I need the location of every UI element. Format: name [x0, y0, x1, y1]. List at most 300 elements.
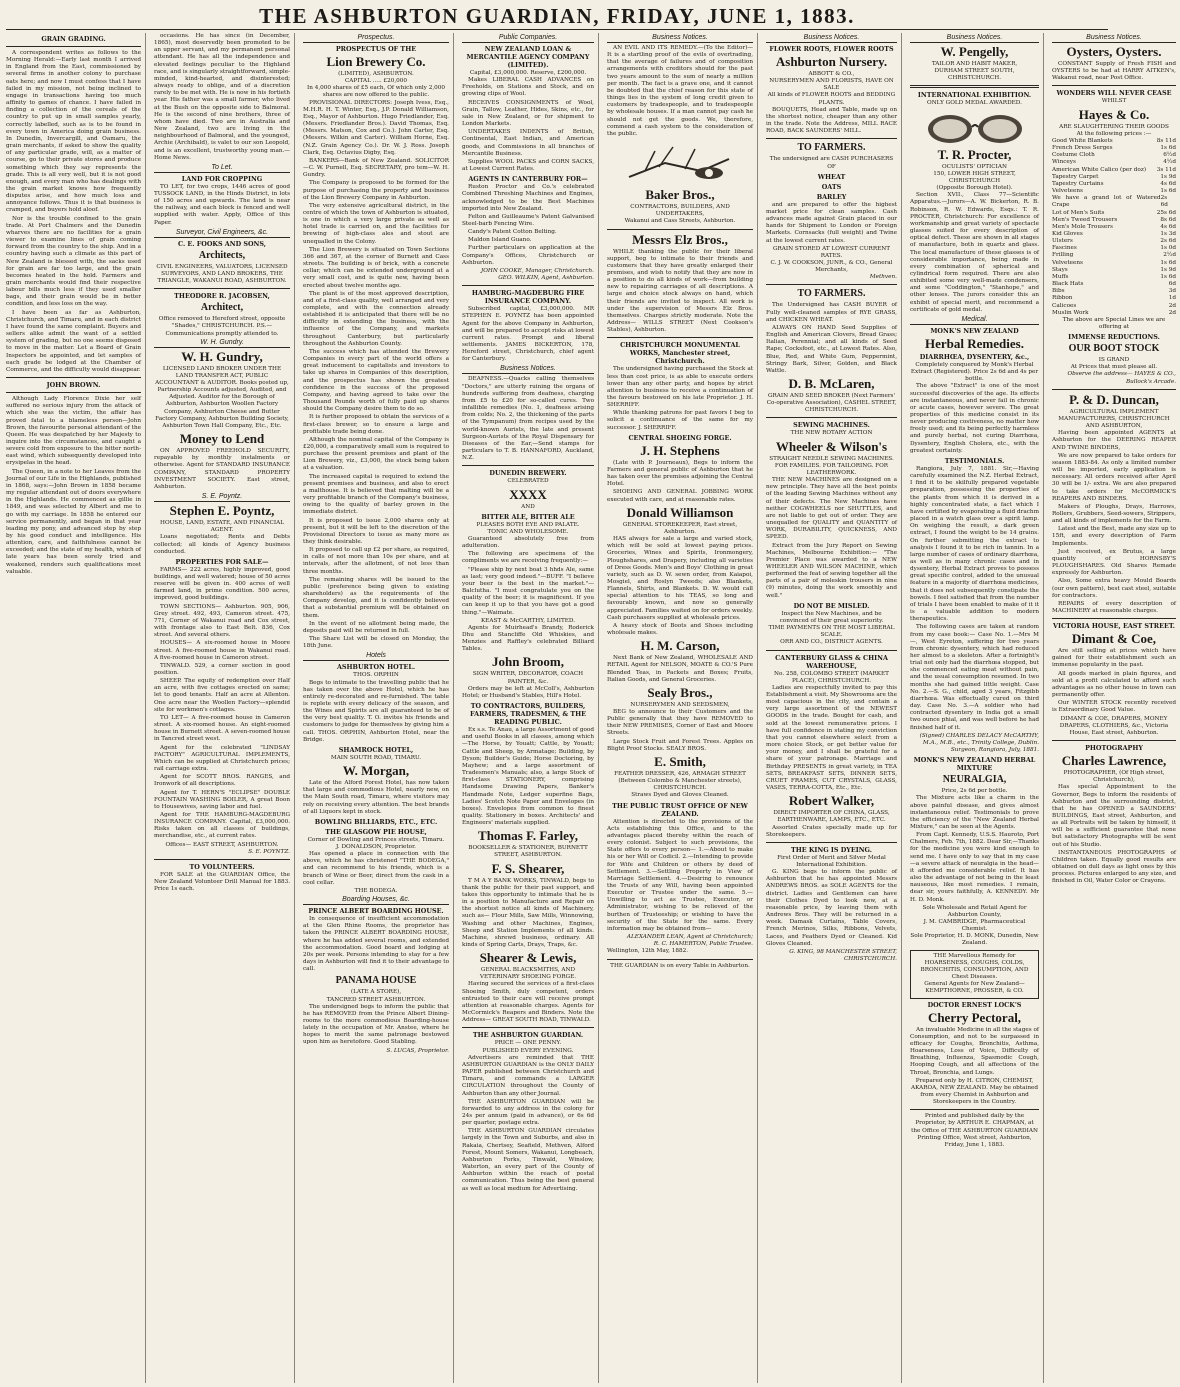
ad-title: Dimant & Coe,: [1071, 631, 1157, 647]
ad-heading: THE GLASGOW PIE HOUSE,: [325, 827, 427, 836]
ad-text: CONTRACTORS, BUILDERS, AND UNDERTAKERS,: [630, 204, 730, 218]
ad-text: FOR SALE at the GUARDIAN Office, the New Zealand Volunteer Drill Manual for 1883. Price 1s each.: [154, 871, 290, 893]
price-row: [1052, 260, 1176, 267]
ad-title: Oysters, Oysters.: [1066, 44, 1162, 59]
ad-heading: VICTORIA HOUSE, EAST STREET.: [1053, 622, 1175, 631]
ad-text: ALWAYS ON HAND Seed Supplies of English and American Clovers, Bread Grass; Italian, Perennial; and all kinds of Seed Rape; Cocksfoot, etc., at Lowest Rates. Also, Blue, Red, and White Gum, Peppermint, Stringy Bark, Silver, Golden, and Black Wattle.: [766, 324, 897, 374]
section-header-business-notices: Business Notices.: [607, 33, 753, 43]
ad-text: TAILOR AND HABIT MAKER,: [931, 61, 1018, 67]
ad-text: First Order of Merit and Silver Medal International Exhibition.: [777, 854, 886, 868]
ad-title: W. Morgan,: [342, 763, 410, 779]
ad-text: Having been appointed AGENTS at Ashburton for the DEERING REAPER AND TWINE BINDERS,: [1052, 430, 1176, 451]
ad-text: INSTANTANEOUS PHOTOGRAPHS of Children taken. Equally good results are obtained on dull days as light ones by this process. Pictures enlarged to any size, and finished in Oil, Water Color or Crayons.: [1052, 849, 1176, 885]
ad-text: Prepared only by H. CITRON, CHEMIST, AKAROA, NEW ZEALAND. May be obtained from every Chemist in Ashburton and Storekeepers in the Country.: [910, 1077, 1038, 1106]
ad-text: DIRECT IMPORTER OF CHINA, GLASS, EARTHENWARE, LAMPS, ETC., ETC.: [773, 810, 890, 824]
ad-text: THE ASHBURTON GUARDIAN will be forwarded to any address in the colony for 24s per annum (paid in advance), or 6s 6d per quarter, postage extra.: [462, 1098, 594, 1127]
ad-text: We are now prepared to take orders for season 1883-84. As only a limited number will be imported, early application is necessary. All orders received after April 30 will be 1/- extra. We are also prepared to take orders for McCORMICK'S REAPERS AND BINDERS.: [1052, 452, 1176, 502]
ad-text: Also, Some extra heavy Mould Boards (our own pattern), best cast steel, suitable for contractors.: [1052, 578, 1176, 599]
price-item: Muffs: [1052, 273, 1069, 280]
ad-text: Just received, ex Brutus, a large quantity of HORNSBY'S PLOUGHSHARES. Old Shares Remade expressly for Ashburton.: [1052, 548, 1176, 577]
ad-text: Has opened a place in connection with the above, which he has christened "THE BODEGA," and can recommend to his friends, which is a branch of Wine or Beer, direct from the cask in a cool cellar.: [303, 851, 449, 886]
column-2: [154, 33, 295, 1383]
price-value: 25s 6d: [1156, 209, 1176, 216]
ad-text: The above are Special Lines we are offering at: [1062, 316, 1166, 330]
ad-text: At Prices that must please all.: [1070, 364, 1158, 371]
ad-text: From Capt. Kennedy, U.S.S. Hauroto, Port Chalmers, Feb. 7th, 1882. Dear Sir,—Thanks for the medicine you were kind enough to send me. I have only to say that in my case—a severe attack of neuralgia in the head—it afforded me considerable relief. It has also the advantage of not being in the least nauseous, like most remedies. I remain, dear sir, yours faithfully, A. KENNEDY. Mr H. D. Monk.: [910, 832, 1039, 903]
ad-title: Sealy Bros.,: [647, 684, 713, 700]
ad-heading: MONK'S NEW ZEALAND: [930, 326, 1019, 335]
price-item: Tapestry Curtains: [1052, 180, 1104, 187]
price-value: 8s 11d: [1156, 137, 1176, 144]
section-header-prospectus: Prospectus.: [303, 33, 449, 43]
ad-text: REPAIRS of every description of MACHINERY at reasonable charges.: [1052, 600, 1176, 614]
ad-text: THE Marvellous Remedy for HOARSENESS, COUGHS, COLDS, BRONCHITIS, CONSUMPTION, AND Chest Diseases.: [920, 952, 1029, 981]
ad-text: The Share List will be closed on Monday, the 18th June.: [303, 636, 449, 650]
ad-text: Begs to intimate to the travelling public that he has taken over the above Hotel, which he has entirely re-decorated and re-furnished. The table is replete with every delicacy of the season, and the Wines and Spirits are all guaranteed to be of the very best quality. T. O. invites his friends and customers to judge for themselves by giving him a call. THOS. ORPHIN, Ashburton Hotel, near the Bridge.: [303, 679, 449, 743]
ad-text: Further particulars on application at the Company's Offices, Christchurch or Ashburton.: [462, 245, 594, 266]
price-item: Fascines: [1052, 245, 1077, 252]
ad-text: TIME PAYMENTS ON THE MOST LIBERAL SCALE.: [768, 625, 895, 639]
ad-text: Orders may be left at McColl's, Ashburton Hotel; or Husband's Stables, Hill's Hotel.: [462, 685, 594, 699]
section-header-boarding: Boarding Houses, &c.: [303, 895, 449, 905]
column-4: [462, 33, 599, 1383]
ad-title: W. Pengelly,: [940, 44, 1009, 59]
price-item: Lot of Men's Suits: [1052, 209, 1105, 216]
ad-heading: WHEAT: [817, 172, 846, 181]
ad-title: E. Smith,: [654, 753, 706, 769]
ad-heading: SHAMROCK HOTEL,: [338, 745, 414, 754]
ad-text: Felton and Guilleaume's Patent Galvanised Steel-barb Fencing Wire.: [462, 213, 594, 227]
ad-text: The very extensive agricultural district, in the centre of which the town of Ashburton is situated, is one in which a very large private as well as hotel trade is carried on, and the facilities for brewing of high-class ales and stout are unequalled in the Colony.: [303, 202, 449, 245]
ad-title: Wheeler & Wilson's: [775, 438, 888, 454]
ad-text: All kinds of FLOWER ROOTS and BEDDING PLANTS.: [767, 92, 896, 106]
ad-text: ON APPROVED FREEHOLD SECURITY, repayable by monthly instalments or otherwise. Agent for STANDARD INSURANCE COMPANY, STANDARD PROPERTY INVESTMENT SOCIETY. East street, Ashburton.: [154, 448, 290, 490]
ad-text: It proposed to call up £2 per share, as required, in calls of not more than 10s per share, and at intervals, after the allotment, of not less than three months.: [303, 547, 449, 575]
ad-title: Hayes & Co.: [1078, 106, 1150, 122]
ad-text: Our WINTER STOCK recently received is Extraordinary Good Value.: [1052, 700, 1176, 714]
ad-text: NURSERYMEN AND SEEDSMEN,: [630, 701, 730, 708]
ad-text: NURSERYMEN AND FLORISTS, HAVE ON SALE: [769, 78, 894, 92]
ad-title: D. B. McLaren,: [788, 376, 875, 391]
ad-text: CAPITAL ..... £20,000: [344, 78, 408, 85]
ad-text: FOR FAMILIES. FOR TAILORING. FOR LEATHERWORK.: [774, 462, 889, 476]
price-value: 4½d: [1163, 159, 1176, 166]
column-5: [607, 33, 758, 1383]
ad-text: CONSTANT Supply of Fresh FISH and OYSTERS to be had at HARRY AITKEN's, Wakanui road, near Post Office.: [1052, 61, 1176, 82]
price-row: [1052, 238, 1176, 245]
ad-heading: TESTIMONIALS.: [944, 456, 1005, 465]
price-row: [1052, 174, 1176, 181]
price-value: 4s 6d: [1160, 180, 1176, 187]
ad-heading: CHRISTCHURCH MONUMENTAL WORKS, Manchester street, Christchurch.: [620, 341, 740, 366]
ad-text: SHEEP. The equity of redemption over Half an acre, with five cottages erected on same; let to good tenants. Half an acre at Allenton. One acre near the Woollen Factory—splendid site for workmen's cottages.: [154, 678, 290, 713]
ad-title: Messrs Elz Bros.,: [632, 231, 728, 247]
page-columns: [6, 33, 1176, 1383]
ad-heading: THEODORE R. JACOBSEN,: [174, 292, 270, 301]
price-value: 1s 6d: [1160, 259, 1176, 266]
price-item: Tapestry Carpet: [1052, 173, 1099, 180]
ad-text: TONIC AND WHOLESOME.: [487, 528, 569, 535]
section-header-medical: Medical.: [910, 315, 1039, 325]
ad-heading: BITTER ALE, BITTER ALE: [481, 512, 575, 521]
ad-text: BANKERS—Bank of New Zealand. SOLICITOR—C. W. Purnell, Esq. SECRETARY, pro tem—W. H. Gundry.: [303, 157, 449, 179]
ad-heading: THE ASHBURTON GUARDIAN.: [472, 1031, 584, 1040]
ad-heading: CANTERBURY GLASS & CHINA WAREHOUSE,: [775, 653, 888, 670]
ad-signature: R. C. HAMERTON, Public Trustee.: [653, 941, 753, 948]
ad-signature: (Signed) CHARLES DELACY McCARTHY, M.A., M.B., etc., Trinity College, Dublin. Surgeon, Rangiora, July, 1881.: [919, 732, 1039, 754]
ad-text: DEAFNESS.—Quacks calling themselves "Doctors," are utterly ruining the organs of hundreds suffering from deafness, charging from £5 to £20 for so-called cures. Two infallible remedies (No. 1, deafness arising from colds; No. 2, the thickening of the parts of the Tympanum) from recipes used by the world-known Aurists, the late and present Surgeon-Aurists of the Royal Dispensary for Diseases of the Ear,—Send stamps for particulars to T. B. HANNAFORD, Auckland, N.Z.: [462, 376, 594, 462]
ad-title: TO FARMERS.: [797, 288, 866, 300]
ad-text: AN EVIL AND ITS REMEDY.—(To the Editor)—It is a startling proof of the evils of overtrading, that the average of failures and of composition arrangements with creditors should for the past two years amount to the sum of nearly a million per month. The fact is a grave one, and it cannot be doubted that the chief reason for this state of things lies in the system of long credit given to customers by tradespeople, and to tradespeople by wholesale houses. If a man cannot pay cash he should not get the goods. We, therefore, commend a cash system to the consideration of the public.: [607, 45, 753, 137]
ad-text: Has special Appointment to the Governor, Begs to inform the residents of Ashburton and the surrounding district, that he has OPENED a SAUNDERS' BUILDINGS, East street, Ashburton, and as all Portraits will be taken by himself, it will be a sufficient guarantee that none but satisfactory Photographs will be sent out of his Studio.: [1052, 784, 1176, 848]
ad-text: BOOKSELLER & STATIONER, BURNETT STREET, ASHBURTON.: [468, 845, 588, 859]
ad-heading: INTERNATIONAL EXHIBITION.: [917, 91, 1032, 100]
ad-text: Having secured the services of a first-class Shoeing Smith, duly competent, orders entrusted to their care will receive prompt attention at reasonable charges. Agents for McCormick's Reapers and Binders. Note the Address— GREAT SOUTH ROAD, TINWALD.: [462, 981, 594, 1024]
ad-text: Candy's Patent Cotton Belting.: [468, 229, 557, 236]
ad-text: An invaluable Medicine in all the stages of Consumption, and not to be surpassed in efficacy for Coughs, Bronchitis, Asthma, Hoarseness, Loss of Voice, Difficulty of Breathing, Influenza, Spasmodic Cough, Hooping Cough, and all affections of the Throat, Bronchia, and Lungs.: [910, 1026, 1039, 1076]
ad-title: NEURALGIA,: [942, 774, 1007, 786]
price-item: Good White Blankets: [1052, 137, 1113, 144]
ad-text: While thanking patrons for past favors I beg to solicit a continuance of the same for my successor. J. SHERRIFF.: [607, 410, 753, 431]
ad-text: AND: [521, 503, 535, 510]
ad-text: Subscribed capital, £3,000,000. MR STEPHEN E. POYNTZ has been appointed Agent for the above Company in Ashburton, and will be prepared to accept risks at lowest current rates. Prompt and liberal settlements. JAMES BICKERTON, 178, Hereford street, Christchurch, chief agent for Canterbury.: [462, 306, 594, 363]
ad-text: BEG to announce to their Customers and the Public generally that they have REMOVED to their NEW PREMISES, Corner of East and Moore Streets.: [607, 709, 753, 737]
ad-text: Although the nominal capital of the Company is £20,000, a comparatively small sum is required to purchase the present premises and plant of the Lion Brewery, viz., £3,000, the stock being taken at a valuation.: [303, 436, 449, 472]
ad-text: CIVIL ENGINEERS, VALUATORS, LICENSED SURVEYORS, AND LAND BROKERS, THE TRIANGLE, WAKANUI ROAD, ASHBURTON.: [156, 263, 288, 285]
ad-text: It is proposed to issue 2,000 shares only at present, but it will be left to the discretion of the Provisional Directors to issue as many more as they think desirable.: [303, 517, 449, 545]
ad-text: Supplies WOOL PACKS and CORN SACKS, at Lowest Current Rates.: [462, 158, 594, 173]
article-paragraph: A correspondent writes as follows to the Morning Herald:—Early last month I arrived in England from the East, commissioned by several firms in another colony to purchase oats here; and now I must confess that I have failed in my mission, not being inclined to engage in transactions having too much affinity to games of chance. I have failed in finding a collection of the cereals of the country to put up in small samples yearly, correctly labelled, such as is to be found in every town in America doing grain business. In Dunedin, Invercargill, and Oamaru, the grain merchants, if asked to show the quality of any particular grade, will, as a matter of course, go to their private stores and produce something which they say represents the grade. This is all very well, but it is not good enough, and every man who has dealings with the grain market knows how frequently disputes arise, and how much loss and annoyance follows. Thus it is that business is cramped, and buyers hold aloof.: [6, 50, 141, 214]
ad-text: Corner of Dowling and Princes streets, Timaru.: [307, 836, 445, 843]
ad-title: P. & D. Duncan,: [1069, 391, 1159, 407]
ad-text: Office removed to Hereford street, opposite "Shades," CHRISTCHURCH. P.S.—Communications promptly attended to.: [158, 316, 286, 337]
ad-text: Sole Wholesale and Retail Agent for Ashburton County,: [922, 904, 1027, 918]
ad-text: The following are specimens of the compliments we are receiving frequently:—: [462, 551, 594, 565]
ad-text: C. J. W. COOKSON, JUNR., & CO., General Merchants,: [770, 259, 893, 274]
column-6: [766, 33, 902, 1383]
ad-text: No. 258, COLOMBO STREET (MARKET PLACE), CHRISTCHURCH.: [774, 670, 889, 684]
section-header-hotels: Hotels: [303, 651, 449, 661]
price-item: Ribbon: [1052, 295, 1073, 302]
column-8: [1052, 33, 1180, 1383]
ad-text: SIGN WRITER, DECORATOR, COACH PAINTER, &c.: [472, 671, 584, 685]
ad-heading: OATS: [821, 182, 842, 191]
ad-text: TANCRED STREET ASHBURTON.: [326, 996, 426, 1003]
ad-text: The Company is proposed to be formed for the purpose of purchasing the property and business of the Lion Brewery Company in Ashburton.: [303, 180, 449, 201]
ad-heading: TO CONTRACTORS, BUILDERS, FARMERS, TRADESMEN, & THE READING PUBLIC.: [469, 702, 587, 727]
ad-text: MAIN SOUTH ROAD, TIMARU.: [330, 754, 422, 761]
price-value: 4s 6d: [1160, 223, 1176, 230]
price-value: 6d: [1168, 281, 1176, 288]
ad-signature: ALEXANDER LEAN, Agent at Christchurch;: [626, 934, 753, 941]
ad-text: GENERAL STOREKEEPER, East street, Ashburton.: [622, 521, 738, 535]
ad-text: Agent for the celebrated "LINDSAY FACTORY" AGRICULTURAL IMPLEMENTS, Which can be supplied at Christchurch prices; rail carriage extra.: [154, 744, 290, 773]
price-row: [1052, 159, 1176, 166]
article-paragraph: The Queen, in a note to her Leaves from the Journal of our Life in the Highlands, published in 1868, says:—John Brown in 1858 became my regular attendant out of doors everywhere in the Highlands. He commenced as gillie in 1849, and was selected by Albert and me to go with my carriage. In 1858 he entered our service permanently, and began in that year leading my pony, and advanced step by step by his good conduct and intelligence. His attention, care, and faithfulness cannot be exceeded; and the state of my health, which of late years has been sorely tried and weakened, renders such qualifications most valuable.: [6, 468, 141, 575]
ad-text: GRAIN AND SEED BROKER (Next Farmers' Co-operative Association), CASHEL STREET, CHRISTCHURCH.: [766, 393, 897, 414]
ad-text: AGRICULTURAL IMPLEMENT MANUFACTURERS, CHRISTCHURCH AND ASHBURTON,: [1058, 408, 1170, 430]
ad-heading: SEWING MACHINES.: [793, 421, 870, 430]
ad-title: H. M. Carson,: [640, 638, 720, 654]
ad-title: Architect,: [200, 302, 244, 314]
ad-text: Ex s.s. Te Anau, a large Assortment of good and useful Books in all classes, among which—The Horse, by Youatt; Cattle, by Youatt; Cattle and Sheep, by Armatage; Building, by Dyson; Builder's Guide; Horse Doctoring, by Mayhew; and a large assortment of Tradesmen's Manuals; also, a large Stock of first-class STATIONERY, comprising Handsome Drawing Papers, Banker's Handmade Note, Ledger superfine Bags, Ladies' Scotch Note Paper and Envelopes (in boxes). Envelopes from common to finest quality. Stationery in boxes. Architects' and Engineers' materials supplied.: [462, 727, 594, 827]
price-row: [1052, 274, 1176, 281]
ad-text: RECEIVES CONSIGNMENTS of Wool, Grain, Tallow, Leather, Hides, Skins, etc., for sale in New Zealand, or for shipment to London Markets.: [462, 99, 594, 128]
ad-text: The success which has attended the Brewery Companies in every part of the world offers a great inducement to capitalists and investors to take up shares in Companies of this description, and the prospectus has shown the greatest confidence in the success of the proposed Company, and having agreed to take over the Thousand Pounds worth of fully paid up shares should the Company desire them to do so.: [303, 348, 449, 413]
ad-text: CELEBRATED: [507, 478, 549, 485]
price-row: [1052, 288, 1176, 295]
ad-text: (LIMITED), ASHBURTON.: [338, 71, 414, 77]
article-paragraph: Nor is the trouble confined to the grain trade. At Port Chalmers and the Dunedin wharves there are no facilities for a grain viewer to examine lines of grain coming forward from the country to the ship. And in a country having such a climate as this part of New Zealand is blessed with, the sacks used for grain are far too large, and the grain becomes heated in the hold. Farmers and grain merchants would find their respective labour bills much less if they used smaller bags, and their grain would be in better condition, and less loss on the way.: [6, 215, 141, 308]
ad-title: XXXX: [509, 486, 547, 502]
ad-text: PROVISIONAL DIRECTORS: Joseph Ivess, Esq., M.H.R. H. T. Winter, Esq., J.P. Donald Williamson, Esq., Mayor of Ashburton. Hugo Friedlander, Esq. (Messrs. Friedlander Bros.). David Thomas, Esq. (Messrs. Matson, Cox and Co.). John Carter, Esq. (Messrs. Wilkin and Carter). William Horne, Esq. (N.Z. Grain Agency Co.). Dr. W. J. Ross. Joseph Clark, Esq. Octavius Digby, Esq.: [303, 99, 449, 156]
price-value: 3d: [1168, 288, 1176, 295]
ad-text: Rangiora, July 7, 1881. Sir,—Having carefully examined the N.Z. Herbal Extract, I find it to be skilfully prepared vegetable preparation, possessing the properties of the plants from which it is derived in a highly concentrated state, a fact which I have certified by evaporating a fluid drachm placed in a watch glass over a spirit lamp. On weighing the result, a dark green extract, I found the weight to be 14 grains. On further submitting the extract to analysis I found it to be rich in tannin. In a large number of cases of ordinary diarrhœa, as well as in many chronic cases and in dysentery, Herbal Extract proves to possess great specific control, added to the unusual feature in a majority of diarrhœa medicines, that it does not subsequently constipate the bowels. I feel satisfied that from the number of trials I have been enabled to make of it it is a valuable addition to modern therapeutics.: [910, 465, 1039, 623]
price-row: [1052, 217, 1176, 224]
ad-text: PHOTOGRAPHER, (Of High street, Christchurch),: [1063, 770, 1165, 784]
ad-text: KEAST & McCARTHY, LIMITED.: [480, 617, 576, 624]
ad-heading: PROPERTIES FOR SALE—: [175, 557, 269, 566]
ad-title: PANAMA HOUSE: [335, 975, 417, 987]
ad-text: The Mixture acts like a charm in the above painful disease, and gives almost instantaneous relief. Testimonials to prove the efficiency of the "New Zealand Herbal Mixture," can be seen at the Agents.: [910, 795, 1039, 830]
ad-text: G. KING begs to inform the public of Ashburton that he has appointed Messrs ANDREWS BROS. as SOLE AGENTS for the district. Ladies and Gentlemen can have their Clothes Dyed to look new, at a reasonable price, by leaving them with Andrews Bros. They will be returned in a week. Damask Curtains, Table Covers, French Merinos, Silks, Ribbons, Velvets, Laces, and Feathers Dyed or Cleaned. Kid Gloves Cleaned.: [766, 869, 897, 947]
ad-text: IS GRAND: [1098, 357, 1130, 364]
ad-text: In 4,000 shares of £5 each, Of which only 2,000 shares are now offered to the public.: [307, 85, 445, 99]
price-item: Ulsters: [1052, 238, 1073, 245]
price-row: [1052, 145, 1176, 152]
ad-text: The above "Extract" is one of the most successful discoveries of the age. Its effects are instantaneous, and never fail in chronic or acute cases, however severe. The great properties of this medicine consist in its never producing costiveness, no matter how freely used; and its being perfectly harmless and purely herbal, not curing Diarrhœa, Dysentery, English Cholera, etc., with the greatest certainty.: [910, 383, 1039, 454]
ad-text: In the event of no allotment being made, the deposits paid will be returned in full.: [303, 620, 449, 634]
ad-text: GENERAL BLACKSMITHS, AND VETERINARY SHOEING FORGE.: [479, 967, 577, 981]
price-row: [1052, 195, 1176, 209]
ad-heading: ASHBURTON HOTEL.: [336, 663, 416, 672]
ad-text: (Late with P. Journeaux), Begs to inform the Farmers and general public of Ashburton that he has taken over the premises adjoining the Central Hotel.: [607, 459, 753, 488]
ad-heading: DOCTOR ERNEST LOCK'S: [927, 1000, 1022, 1009]
price-row: [1052, 245, 1176, 252]
price-row: [1052, 303, 1176, 310]
price-item: Calicoes: [1052, 302, 1077, 309]
section-header-business-notices: Business Notices.: [766, 33, 897, 43]
ad-text: TO LET, for two crops, 1446 acres of good TUSSOCK LAND, in the Hinds District, in lots of 150 acres and upwards. The land is near the railway, and each block is fenced and well supplied with water. Apply, Office of this Paper.: [154, 183, 290, 226]
ad-text: Offices— EAST STREET, ASHBURTON.: [165, 841, 279, 848]
ad-heading: DO NOT BE MISLED.: [793, 601, 870, 610]
section-header-business-notices: Business Notices.: [910, 33, 1039, 43]
ad-text: J. M. CAMBRIDGE, Pharmaceutical Chemist.: [923, 919, 1026, 933]
price-item: Costume Cloth: [1052, 152, 1095, 159]
ad-text: Extract from the Jury Report on Sewing Machines, Melbourne Exhibition:— "The Premier Place was awarded to a NEW WHEELER AND WILSON MACHINE, which performed the feat of sewing together all the parts of a pair of moleskin trousers in nine (9) minutes, doing the work smoothly and well.": [766, 542, 897, 599]
ad-text: Agent for T. HERN'S "ECLIPSE" DOUBLE FOUNTAIN WASHING BOILER, A great Boon to Housewives, saving labor and fuel.: [154, 789, 290, 810]
ad-text: and are prepared to offer the highest market price for clean samples. Cash advances made against Grain placed in our hands for Shipment to London or Foreign Markets. Cornsacks (full weight) and Twine at the lowest current rates.: [766, 201, 897, 244]
ad-heading: MONK'S NEW ZEALAND HERBAL MIXTURE: [913, 756, 1036, 773]
column-1: [6, 33, 146, 1383]
price-value: 1s 6d: [1160, 188, 1176, 195]
price-row: [1052, 295, 1176, 302]
ad-text: Section XVII., Class 77—Scientific Apparatus.—Jurors—A. W. Bickerton, R. B. Robinson, R. W. Edwards, Esqs.: T. R. PROCTER, Christchurch: For excellence of workmanship and great variety of spectacle glasses suited for every description of optical defect. These are shown in all stages of manufacture, both in quartz and glass. The local manufacture of these glasses is of considerable importance, being made in every combination of spherical and cylindrical form required. There are also exhibited some very well-made condensers, and some "Coddington," "Stanhope," and other lenses. The jurors consider this an exhibit of special merit, and recommend a certificate of gold medal.: [910, 192, 1039, 313]
price-value: 1s 0d: [1160, 245, 1176, 252]
price-row: [1052, 188, 1176, 195]
ad-heading: DUNEDIN BREWERY.: [489, 469, 567, 478]
price-value: 2d: [1168, 302, 1176, 309]
ad-text: ORR AND CO., DISTRICT AGENTS.: [780, 639, 883, 646]
ad-signature: S. LUCAS, Proprietor.: [386, 1047, 449, 1054]
ad-title: F. S. Shearer,: [491, 860, 565, 876]
ad-text: LICENSED LAND BROKER UNDER THE LAND TRANSFER ACT, PUBLIC ACCOUNTANT & AUDITOR. Books posted up, Partnership Accounts adjusted, Audited, and Adjusted. Auditor for the Borough of Ashburton, Ashburton Woollen Factory Company, Ashburton Cheese and Butter Factory Company, Ashburton Building Society, Ashburton Town Hall Company, Etc., Etc.: [155, 365, 289, 429]
ad-text: TINWALD. 529, a corner section in good position.: [154, 662, 290, 676]
price-value: 1s 9d: [1160, 266, 1176, 273]
ad-heading: C. E. FOOKS AND SONS,: [177, 239, 266, 248]
ad-text: BOUQUETS, Head and Table, made up on the shortest notice, cheaper than any other in the trade. Note the Address, MILL RACE ROAD, BACK SAUNDERS' MILL.: [766, 106, 897, 135]
ad-text: THE ASHBURTON GUARDIAN circulates largely in the Town and Suburbs, and also in Rakaia, Chertsey, Seafield, Methven, Alford Forest, Mount Somers, Wakanui, Longbeach, Ashburton Forks, Tinwald, Winslow, Waterton, an every part of the County of Ashburton within the reach of postal communication. Thus being the best general as well as local medium for Advertising.: [462, 1128, 594, 1192]
ad-heading: BOWLING BILLIARDS, ETC., ETC.: [314, 817, 438, 826]
ad-text: Price, 2s 6d per bottle.: [941, 788, 1008, 795]
ad-text: Inspect the New Machines, and be convinced of their great superiority.: [779, 610, 884, 624]
ad-text: "Please ship by next boat 3 hhds Ale, same as last; very good indeed."—BUFF. "I believe your beer is the best in the market."—Balclutha. "I must congratulate you on the quality of the beer; it is magnificent. If you can keep it up to that you have got a good thing."—Waimate.: [462, 566, 594, 616]
ad-title: Donald Williamson: [626, 504, 734, 520]
ad-text: (Opposite Borough Hotel).: [936, 185, 1013, 192]
price-item: Stays: [1052, 266, 1068, 273]
ad-text: ABBOTT & CO.,: [808, 71, 855, 77]
ad-text: Are still selling at prices which have gained for their establishment such an immense popularity in the past.: [1052, 648, 1176, 669]
ad-title: John Broom,: [492, 654, 564, 670]
ad-text: TOWN SECTIONS— Ashburton. 905, 906, Grey street. 492, 493, Cameron street. 475, 771, Corner of Wakanui road and Cox street, with frontage also to East Belt. 836, Cox street. And several others.: [154, 603, 290, 639]
ad-heading: NEW ZEALAND LOAN & MERCANTILE AGENCY COMPANY (LIMITED).: [466, 45, 590, 69]
ad-text: Makes LIBERAL CASH ADVANCES on Freeholds, on Stations and Stock, and on growing clips of Wool.: [462, 77, 594, 98]
price-item: Winceys: [1052, 159, 1076, 166]
ad-text: ARE SLAUGHTERING THEIR GOODS: [1059, 123, 1169, 130]
ad-text: In consequence of insufficient accommodation at the Glen Rhine Rooms, the proprietor has taken the PRINCE ALBERT BOARDING HOUSE, where he has added several rooms, and extended the accommodation. Good board and lodging at 20s per week. Persons intending to stay for a few days in Ashburton will find it to their advantage to call.: [303, 916, 449, 973]
spectacles-woodcut: [920, 111, 1030, 145]
price-value: 2s 6d: [1160, 238, 1176, 245]
ad-text: The Lion Brewery is situated on Town Sections 366 and 367, at the corner of Burnett and Cass streets. The building is of brick, with a concrete cellar, which can be extended underground at a very small cost, and is quite new, having been erected about twelve months ago.: [303, 246, 449, 289]
ad-text: Ruston Proctor and Co.'s celebrated Combined Threshing Machines and Engines, acknowledged to be the Best Machines imported into New Zealand.: [462, 184, 594, 212]
price-row: [1052, 310, 1176, 317]
ad-title: Architects,: [198, 249, 246, 261]
ad-text: Maldon Island Guano.: [468, 237, 532, 244]
ad-text: PRICE — ONE PENNY.: [494, 1040, 562, 1047]
ad-title: Robert Walker,: [788, 793, 875, 809]
ad-title: Herbal Remedies.: [925, 335, 1024, 351]
ad-title: OUR BOOT STOCK: [1068, 343, 1160, 355]
price-value: 6½d: [1163, 152, 1176, 159]
ad-signature: Observe the address— HAYES & CO., Bullock's Arcade.: [1067, 371, 1176, 385]
ad-text: Assorted Crates specially made up for Storekeepers.: [766, 824, 897, 838]
ad-text: All goods marked in plain figures, and sold at a profit calculated to afford such advantages as no other house in town can permanently offer.: [1052, 670, 1176, 699]
ad-text: UNDERTAKES INDENTS of British, Continental, East Indian, and American goods, and Commissions in all branches of Mercantile Business.: [462, 129, 594, 157]
section-header-poyntz: S. E. Poyntz.: [154, 492, 290, 502]
ad-text: FEATHER DRESSER, 426, ARMAGH STREET (Between Colombo & Manchester streets), CHRISTCHURCH.: [614, 770, 746, 792]
ad-text: Advertisers are reminded that THE ASHBURTON GUARDIAN is the ONLY DAILY PAPER published between Christchurch and Timaru, and commands a LARGER CIRCULATION throughout the County of Ashburton than any other Journal.: [462, 1054, 594, 1097]
ad-text: Agent for SCOTT BROS. RANGES, and Ironwork of all descriptions.: [154, 774, 290, 788]
price-value: 1s 6d: [1160, 145, 1176, 152]
price-row: [1052, 267, 1176, 274]
ad-text: THE GUARDIAN is on every Table in Ashburton.: [610, 962, 750, 969]
ad-heading: PROSPECTUS OF THE: [335, 45, 417, 53]
ad-text: The Undersigned has CASH BUYER of Fully well-cleaned samples of RYE GRASS, and CHICKEN WHEAT.: [766, 302, 897, 323]
ad-text: DIMANT & COE, DRAPERS, MONEY DRAPERS, CLOTHIERS, &c., Victoria House, East street, Ashburton.: [1059, 715, 1169, 736]
ad-text: HAS always for sale a large and varied stock, which will be sold at lowest paying prices. Groceries, Wines and Spirits, Ironmongery, Ploughshares, and Drapery, including all varieties of Dress Goods. Men's and Boys' Clothing in great variety, such as D. W. sewn order, from Kaiapoi, Mosgiel, and Roslyn Tweeds; also Blankets, Flannels, Shirts, and Blankets. D. W. would call special attention to his TEAS, so long and favourably known, and now so generally appreciated. Families waited on for orders weekly. Cash purchasers supplied at wholesale prices.: [607, 536, 753, 621]
ad-heading: WONDERS WILL NEVER CEASE: [1056, 89, 1172, 98]
ad-text: Agents for Muirhead's Brandy, Roderick Dhu and Stancliffe Old Whiskies, and Menzies and Raffley's celebrated Billiard Tables.: [462, 624, 594, 653]
remedy-box-ad: [910, 950, 1039, 999]
ad-title: W. H. Gundry,: [181, 348, 263, 364]
ad-title: Cherry Pectoral,: [927, 1009, 1022, 1025]
price-row: [1052, 224, 1176, 231]
ad-text: Latest and the Best, made any size up to 15ft, and every description of Farm Implements.: [1052, 526, 1176, 547]
price-value: 1s 6d: [1160, 273, 1176, 280]
section-header-surveyors: Surveyor, Civil Engineers, &c.: [154, 228, 290, 238]
price-row: [1052, 181, 1176, 188]
ad-text: Large Stock Fruit and Forest Trees. Apples on Blight Proof Stocks. SEALY BROS.: [607, 738, 753, 752]
ad-heading: THE PUBLIC TRUST OFFICE OF NEW ZEALAND.: [612, 801, 748, 818]
price-item: Black Hats: [1052, 281, 1084, 288]
ad-text: OCULISTS' OPTICIAN: [941, 163, 1007, 170]
price-item: Men's Mole Trousers: [1052, 223, 1113, 230]
price-item: French Dress Serges: [1052, 145, 1113, 152]
ad-text: Guaranteed absolutely free from adulteration.: [462, 535, 594, 550]
ad-title: Shearer & Lewis,: [479, 950, 577, 966]
ad-text: WHILST: [1101, 98, 1127, 105]
price-item: Velveteens: [1052, 259, 1083, 266]
printer-imprint: Printed and published daily by the Proprietor, by ARTHUR E. CHAPMAN, at the Office of THE ASHBURTON GUARDIAN Printing Office, West street, Ashburton, Friday, June 1, 1883.: [911, 1113, 1038, 1148]
ad-text: Makers of Ploughs, Drays, Harrows, Rollers, Grubbers, Seed-sowers, Strippers, and all kinds of implements for the Farm.: [1052, 503, 1176, 525]
price-row: [1052, 210, 1176, 217]
article-paragraph: I have been as far as Ashburton, Christchurch, and Timaru, and in each district I have found the same complaint. Buyers and sellers alike admit the want of a settled system of grading, but no one seems disposed to move in the matter. Let a Board of Grain Inspectors be appointed, and let samples of each grade be lodged at the Chamber of Commerce, and the difficulty would disappear.: [6, 309, 141, 373]
ad-signature: G. KING, 98 MANCHESTER STREET, CHRISTCHURCH.: [789, 948, 897, 962]
ad-text: PUBLISHED EVERY EVENING.: [482, 1047, 574, 1054]
price-row: [1052, 281, 1176, 288]
ad-text: Wakanui and Cass Streets, Ashburton.: [624, 218, 736, 225]
ad-title: Money to Lend: [179, 431, 265, 447]
ad-text: THE NEW ROTARY ACTION: [790, 430, 873, 437]
price-value: 8s 6d: [1160, 216, 1176, 223]
price-item: Velveteens: [1052, 188, 1083, 195]
ad-text: THOS. ORPHIN: [353, 672, 399, 679]
section-title-grain-grading: GRAIN GRADING.: [41, 35, 106, 43]
ad-text: THE BODEGA.: [354, 887, 398, 894]
price-item: Muslin Work: [1052, 309, 1089, 316]
ad-text: At the following prices :—: [1076, 130, 1152, 137]
ad-text: Attention is directed to the provisions of the Acts establishing this Office, and to the advantages placed thereby within the reach of every colonist. Subject to such provisions, the State offers to every person— 1.—About to make his or her Will or Codicil. 2.—Intending to provide for Wife and Children or others by deed of Settlement. 3.—Settling Property in View of Marriage Settlement. 4.—Desiring to renounce the Trusts of any Will, having been appointed Executor or Trustee under the same. 5.—Unwilling to act as Trustee, Executor, or Administrator, wishing to be relieved of the burthen of Trusteeship; or wishing to have the security of the State for the same. Every information may be obtained from—: [607, 818, 753, 932]
ad-text: The following cases are taken at random from my case book:— Case No. 1.—Mrs M—, West Eyreton, suffering for two years from chronic dysentery, which had reduced her almost to a skeleton. After a fortnight's trial not only had the diarrhœa stopped, but she commenced eating meat without pain, and the usual consumption resumed. In two months she had gained little weight. Case No. 2.—S. G., child, aged 3 years, Fitzgibb diarrhœa. Was effectually cured on third day. Case No. 3.—A soldier who had contracted dysentery in India got a small two ounce phial, and was well before he had finished half of it.: [910, 624, 1039, 731]
ad-signature: GEO. WILKIN, Agent, Ashburton.: [498, 275, 594, 282]
section-header-business-notices: Business Notices.: [1052, 33, 1176, 43]
ad-text: Next Bank of New Zealand, WHOLESALE AND RETAIL Agent for NELSON, MOATE & CO.'S Pure Blended Teas, in Packets and Boxes; Fruits, Italian Goods, and General Groceries.: [607, 655, 753, 683]
ad-text: Ladies are respectfully invited to pay this Establishment a visit. My Showrooms are the most capacious in the city, and contain a very large assortment of the NEWEST GOODS in the trade. Bought for cash, and sold at the lowest remunerative prices. I have full confidence in stating my conviction that you cannot elsewhere select from a more choice Stock, or get better value for your money, and I shall be grateful for a share of your patronage. Marriage and Birthday PRESENTS in great variety, in TEA SETS, BREAKFAST SETS, DINNER SETS, CRUET FRAMES, CUT CRYSTALS, GLASS, VASES, TERRA-COTTA, Etc., Etc.: [766, 684, 897, 792]
price-value: 2d: [1168, 309, 1176, 316]
section-header-business-notices: Business Notices.: [462, 364, 594, 374]
price-item: Men's Tweed Trousers: [1052, 216, 1118, 223]
price-item: American White Calico (per doz): [1052, 166, 1147, 173]
ad-title: Ashburton Nursery.: [775, 54, 888, 69]
ad-text: The undersigned having purchased the Stock at less than cost price, is as able to execute orders lower than any other party, and hopes by strict attention to business to receive a continuation of the favours bestowed on his late Proprietor. J. H. SHERRIFF.: [607, 366, 753, 409]
ad-text: Late of the Alford Forest Hotel, has now taken that large and commodious Hotel, nearly new, on the Main South road, Timaru, where visitors may rely on receiving every attention. The best brands of all Liquors kept in stock.: [303, 780, 449, 815]
ad-text: WHILE thanking the public for their liberal support, beg to intimate to their friends and customers that they have greatly enlarged their premises, and wish to notify that they are now in a position to do all kinds of work—from building new to repairing carriages of all descriptions. A large and choice stock always on hand, which their friends are invited to inspect. All work is under the supervision of Messrs Elz Bros. themselves. Charges strictly moderate. Note the Address— WILLS STREET (Next Cookson's Stables), Ashburton.: [607, 248, 753, 334]
price-item: Kid Gloves: [1052, 230, 1083, 237]
ad-text: Loans negotiated; Rents and Debts collected; all kinds of Agency business conducted.: [154, 534, 290, 555]
ad-text: It is further proposed to obtain the services of a first-class brewer, so to ensure a large and profitable trade being done.: [303, 414, 449, 435]
ad-date: Wellington, 12th May, 1882.: [607, 948, 689, 955]
ad-text: J. DONALDSON, Proprietor.: [335, 844, 416, 850]
section-title-john-brown: JOHN BROWN.: [46, 381, 101, 390]
ad-text: The remaining shares will be issued to the public (preference being given to existing shareholders) as the requirements of the Company develop, and it is confidently believed that a substantial premium will be obtained on them.: [303, 576, 449, 619]
ad-text: THE NEW MACHINES are designed on a new principle. They have all the best points of the leading Sewing Machines without any of their defects. The New Machines have neither COGWHEELS nor SHUTTLES, and are not liable to get out of order. They are unequalled for QUALITY and QUANTITY of WORK, DURABILITY, QUICKNESS, AND SPEED.: [766, 477, 897, 541]
ad-heading: PRINCE ALBERT BOARDING HOUSE.: [308, 907, 444, 916]
ad-heading: HAMBURG-MAGDEBURG FIRE INSURANCE COMPANY.: [471, 289, 585, 306]
section-header-gundry: W. H. Gundry.: [154, 338, 290, 348]
ad-title: Charles Lawrence,: [1061, 753, 1167, 769]
price-row: [1052, 167, 1176, 174]
ad-title: T. R. Procter,: [937, 146, 1012, 162]
